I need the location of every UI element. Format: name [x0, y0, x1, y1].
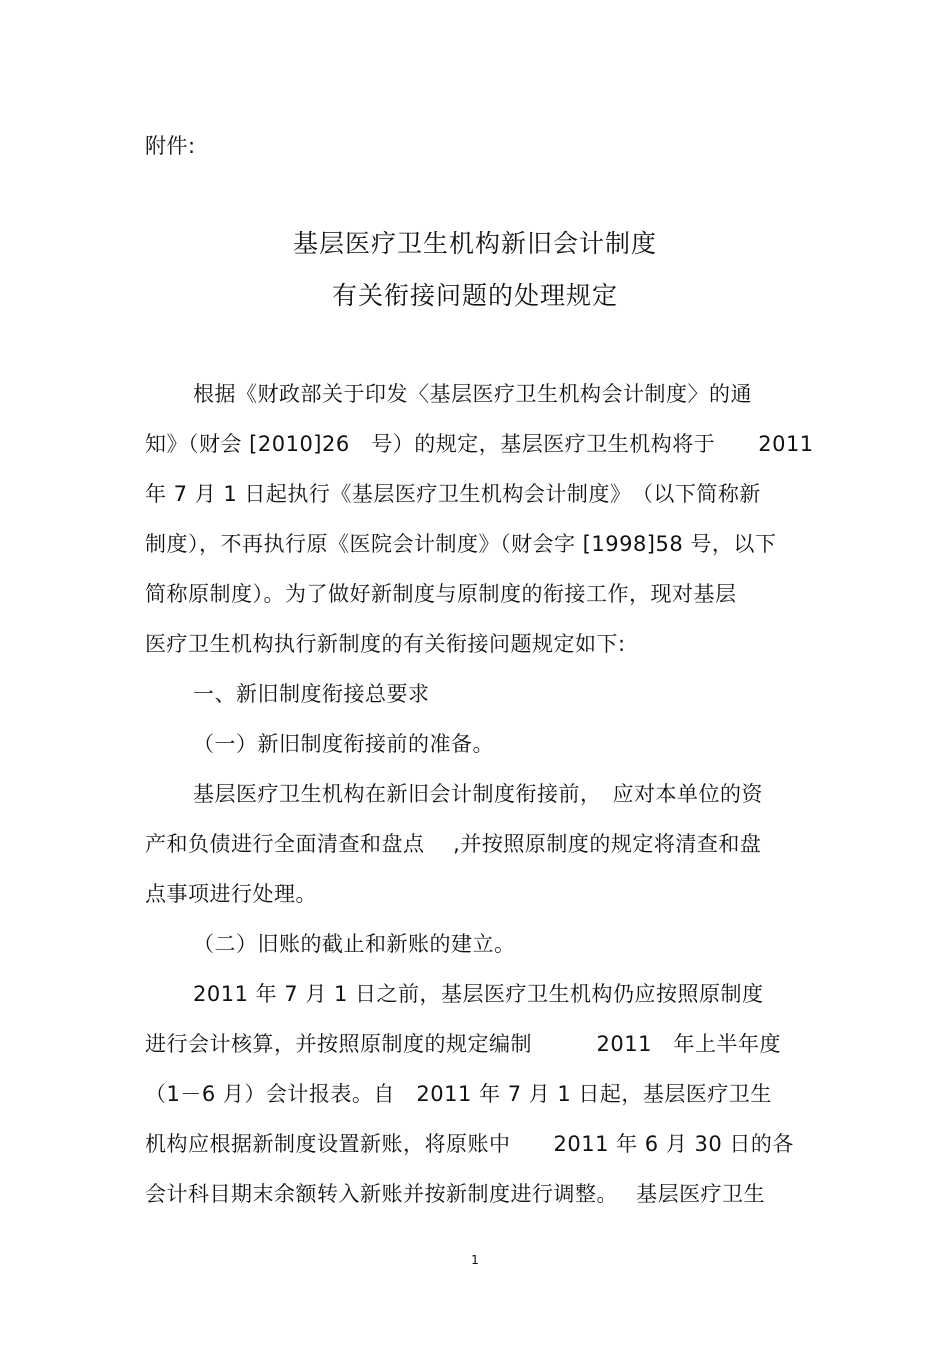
body-line: 制度），不再执行原《医院会计制度》（财会字 [1998]58 号，以下 [145, 532, 777, 556]
body-line: 年 7 月 1 日起执行《基层医疗卫生机构会计制度》 （以下简称新 [145, 482, 761, 506]
body-line: 基层医疗卫生机构在新旧会计制度衔接前， 应对本单位的资 [193, 782, 763, 806]
attachment-label: 附件: [145, 134, 196, 158]
body-line: 医疗卫生机构执行新制度的有关衔接问题规定如下: [145, 632, 626, 656]
body-line: 机构应根据新制度设置新账，将原账中 2011 年 6 月 30 日的各 [145, 1132, 794, 1156]
body-line: 2011 年 7 月 1 日之前，基层医疗卫生机构仍应按照原制度 [193, 982, 764, 1006]
page-number: 1 [471, 1253, 479, 1267]
body-line: 产和负债进行全面清查和盘点 ,并按照原制度的规定将清查和盘 [145, 832, 762, 856]
body-line: 会计科目期末余额转入新账并按新制度进行调整。 基层医疗卫生 [145, 1182, 766, 1206]
body-line: 根据《财政部关于印发〈基层医疗卫生机构会计制度〉的通 [193, 382, 752, 406]
body-line: 知》（财会 [2010]26 号）的规定，基层医疗卫生机构将于 2011 [145, 432, 814, 456]
body-line: 点事项进行处理。 [145, 882, 317, 906]
body-line: 进行会计核算，并按照原制度的规定编制 2011 年上半年度 [145, 1032, 781, 1056]
subsection-heading: （二）旧账的截止和新账的建立。 [193, 932, 516, 956]
body-line: 简称原制度）。为了做好新制度与原制度的衔接工作，现对基层 [145, 582, 737, 606]
section-heading: 一、新旧制度衔接总要求 [193, 682, 430, 706]
subsection-heading: （一）新旧制度衔接前的准备。 [193, 732, 494, 756]
body-line: （1－6 月）会计报表。自 2011 年 7 月 1 日起，基层医疗卫生 [145, 1082, 772, 1106]
title-line-2: 有关衔接问题的处理规定 [331, 281, 618, 310]
title-line-1: 基层医疗卫生机构新旧会计制度 [292, 229, 657, 258]
